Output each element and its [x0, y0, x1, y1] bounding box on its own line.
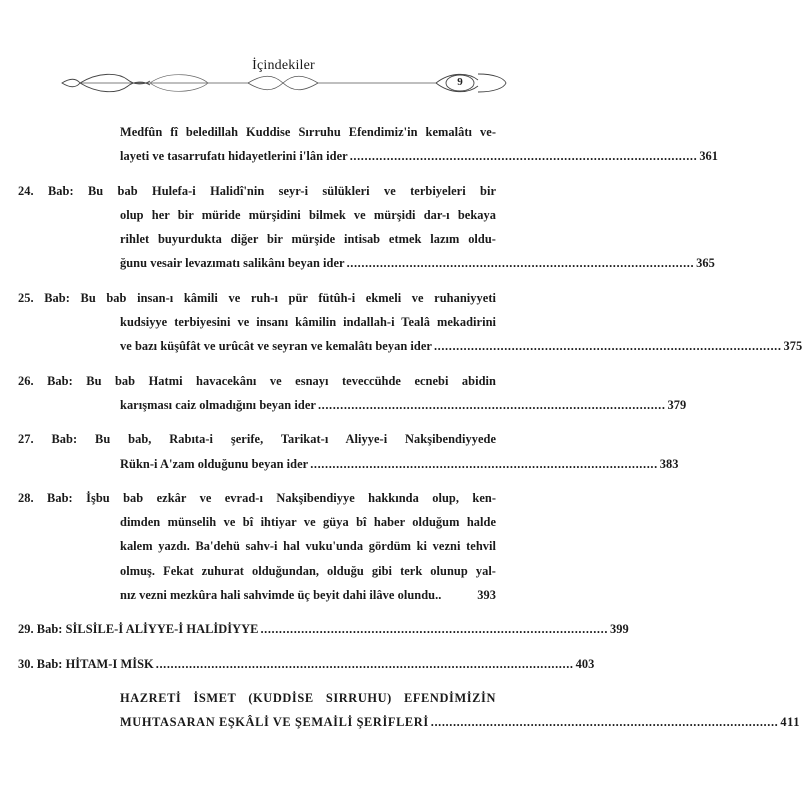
toc-entry-last-line: [18, 617, 629, 641]
toc-entry: [98, 120, 719, 169]
toc-entry: [18, 369, 687, 418]
toc-entry: [18, 617, 629, 641]
toc-entry-line: olup her bir müride mürşidini bilmek ve mürşidi dar-ı bekaya: [120, 207, 496, 222]
toc-entry: [18, 427, 679, 476]
toc-entry-line: 26. Bab: Bu bab Hatmi havacekânı ve esnayı teveccühde ecnebi abidin: [18, 373, 496, 388]
table-of-contents: [18, 120, 802, 735]
toc-entry-last-line: [120, 334, 802, 358]
toc-entry-text: 29. Bab: SİLSİLE-İ ALİYYE-İ HALİDİYYE: [18, 622, 259, 637]
toc-page-number: 383: [659, 456, 679, 471]
toc-entry-text: MUHTASARAN EŞKÂLİ VE ŞEMAİLİ ŞERİFLERİ: [120, 715, 429, 730]
toc-entry-text: layeti ve tasarrufatı hidayetlerini i'lân ider: [120, 149, 348, 164]
toc-entry-text: Rükn-i A'zam olduğunu beyan ider: [120, 456, 309, 471]
leader-dots: ..............................................................................................: [349, 149, 698, 164]
toc-page-number: 365: [696, 256, 715, 271]
leader-dots: .................................................................................................................: [155, 656, 574, 671]
toc-entry-text: karışması caiz olmadığını beyan ider: [120, 397, 316, 412]
toc-page-number: 375: [783, 339, 802, 354]
toc-entry-line: kudsiyye terbiyesini ve insanı kâmilin indallah-i Tealâ mekadirini: [120, 315, 496, 330]
page-number: 9: [457, 76, 463, 88]
toc-entry-line: 24. Bab: Bu bab Hulefa-i Halidî'nin seyr-i sülükleri ve terbiyeleri bir: [18, 183, 496, 198]
toc-entry: [18, 179, 715, 276]
leader-dots: ..............................................................................................: [346, 256, 695, 271]
toc-entry-last-line: [120, 393, 687, 417]
toc-entry-line: Medfûn fî beledillah Kuddise Sırruhu Efendimiz'in kemalâtı ve-: [120, 125, 496, 139]
toc-entry-line: kalem yazdı. Ba'dehü sahv-i hal vuku'unda gördüm ki vezni tehvil: [120, 539, 496, 554]
toc-entry-text: 30. Bab: HİTAM-I MİSK: [18, 656, 154, 671]
leader-dots: ..............................................................................................: [433, 339, 782, 354]
header-ornament: [58, 64, 510, 106]
leader-dots: ..............................................................................................: [430, 715, 779, 730]
toc-page-number: 393: [477, 588, 496, 603]
running-header-title: İçindekiler: [252, 58, 315, 73]
toc-entry: [18, 652, 595, 676]
toc-page-number: 361: [699, 149, 719, 164]
toc-entry-line: HAZRETİ İSMET (KUDDİSE SIRRUHU) EFENDİMİZİN: [120, 690, 496, 705]
toc-page-number: 411: [780, 715, 801, 730]
toc-entry-text: nız vezni mezkûra hali sahvimde üç beyit dahi ilâve olundu..: [120, 588, 442, 603]
leader-dots: ..............................................................................................: [310, 456, 658, 471]
toc-page-number: 379: [667, 397, 687, 412]
leader-dots: ..............................................................................................: [317, 397, 666, 412]
toc-entry: [18, 486, 496, 607]
toc-entry-line: rihlet buyurdukta diğer bir mürşide intisab etmek lazım oldu-: [120, 232, 496, 247]
toc-entry-text: ğunu vesair levazımatı salikânı beyan ider: [120, 256, 345, 271]
toc-entry: [98, 686, 801, 735]
toc-page-number: 399: [610, 622, 629, 637]
toc-entry-line: olmuş. Fekat zuhurat olduğundan, olduğu gibi terk olunup yal-: [120, 563, 496, 578]
toc-entry-text: ve bazı küşûfât ve urûcât ve seyran ve kemalâtı beyan ider: [120, 339, 432, 354]
toc-entry-last-line: [18, 652, 595, 676]
leader-dots: ..............................................................................................: [260, 622, 609, 637]
toc-entry-last-line: [120, 144, 719, 168]
toc-entry-last-line: [120, 583, 496, 607]
toc-entry-line: dimden münselih ve bî ihtiyar ve güya bî haber olduğum halde: [120, 515, 496, 530]
toc-page-number: 403: [575, 656, 595, 671]
toc-entry-last-line: [120, 251, 715, 275]
toc-entry-last-line: [120, 452, 679, 476]
toc-entry-last-line: [120, 710, 801, 734]
toc-entry-line: 25. Bab: Bu bab insan-ı kâmili ve ruh-ı pür fütûh-i ekmeli ve ruhaniyyeti: [18, 290, 496, 305]
toc-entry-line: 28. Bab: İşbu bab ezkâr ve evrad-ı Nakşibendiyye hakkında olup, ken-: [18, 490, 496, 505]
toc-entry-line: 27. Bab: Bu bab, Rabıta-i şerife, Tarikat-ı Aliyye-i Nakşibendiyyede: [18, 432, 496, 447]
toc-entry: [18, 286, 802, 359]
